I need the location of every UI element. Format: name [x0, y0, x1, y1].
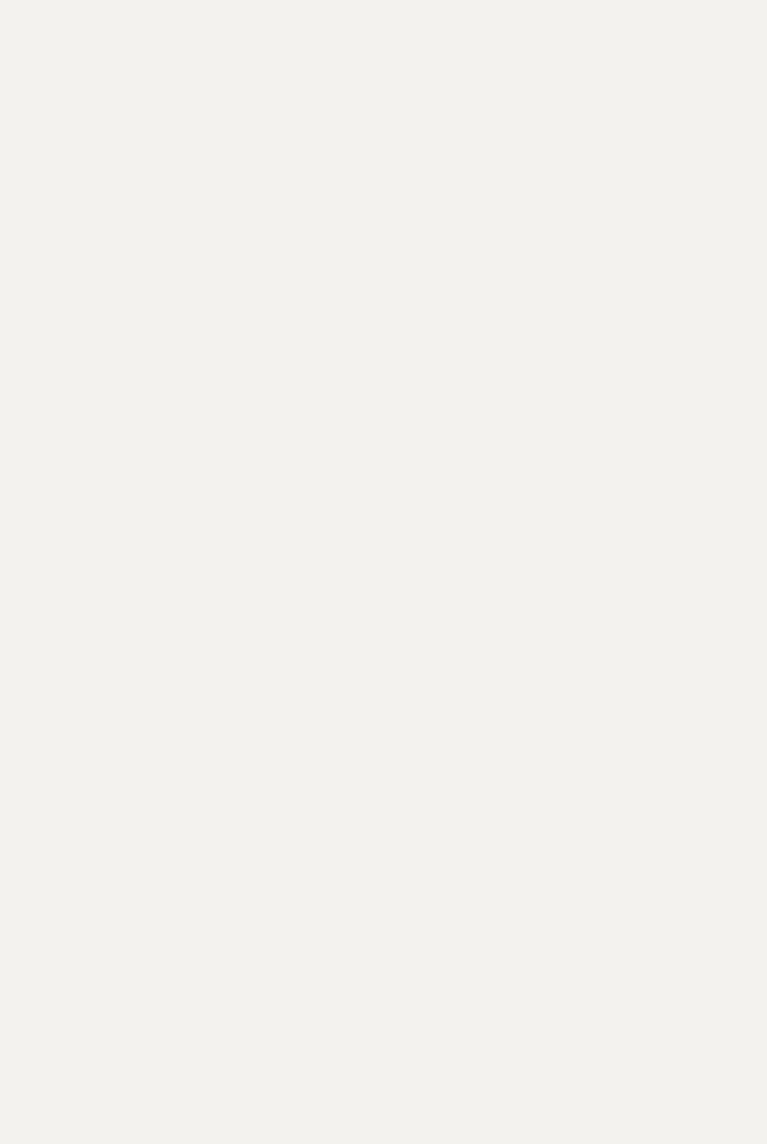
top-section [22, 18, 744, 568]
bottom-section [22, 600, 744, 1135]
